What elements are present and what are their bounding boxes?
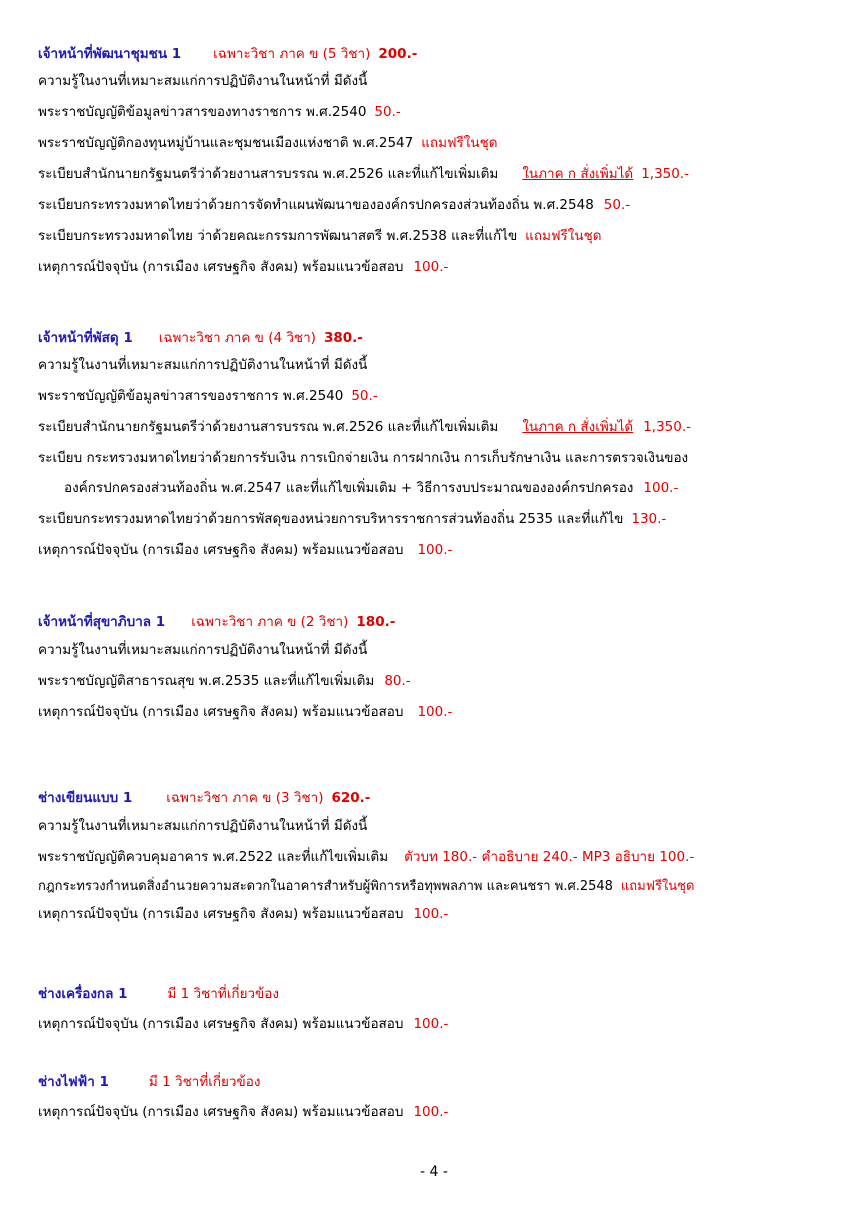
item-price: 100.- bbox=[417, 542, 453, 558]
subject-info: เฉพาะวิชา ภาค ข (2 วิชา) bbox=[191, 614, 349, 630]
list-item bbox=[38, 847, 848, 867]
section-title: ช่างเขียนแบบ 1 bbox=[38, 790, 133, 806]
list-item bbox=[38, 640, 848, 660]
item-text: ระเบียบสำนักนายกรัฐมนตรีว่าด้วยงานสารบรรณ พ.ศ.2526 และที่แก้ไขเพิ่มเติม bbox=[38, 419, 499, 435]
subject-info: มี 1 วิชาที่เกี่ยวข้อง bbox=[167, 986, 279, 1002]
section-title: เจ้าหน้าที่พัฒนาชุมชน 1 bbox=[38, 46, 182, 62]
list-item bbox=[38, 509, 848, 529]
list-item bbox=[38, 226, 848, 246]
section-title: เจ้าหน้าที่สุขาภิบาล 1 bbox=[38, 614, 166, 630]
item-text: ระเบียบ กระทรวงมหาดไทยว่าด้วยการรับเงิน การเบิกจ่ายเงิน การฝากเงิน การเก็บรักษาเงิน และการตรวจเงินของ bbox=[38, 450, 689, 466]
item-price: 100.- bbox=[413, 1104, 449, 1120]
list-item bbox=[38, 877, 848, 897]
item-text: องค์กรปกครองส่วนท้องถิ่น พ.ศ.2547 และที่แก้ไขเพิ่มเติม + วิธีการงบประมาณขององค์กรปกครอง bbox=[64, 480, 634, 496]
item-price: 100.- bbox=[413, 1016, 449, 1032]
item-text: ความรู้ในงานที่เหมาะสมแก่การปฏิบัติงานในหน้าที่ มีดังนี้ bbox=[38, 73, 368, 89]
item-price: 100.- bbox=[417, 704, 453, 720]
item-text: เหตุการณ์ปัจจุบัน (การเมือง เศรษฐกิจ สังคม) พร้อมแนวข้อสอบ bbox=[38, 906, 404, 922]
section-heading bbox=[38, 612, 848, 632]
item-text: พระราชบัญญัติสาธารณสุข พ.ศ.2535 และที่แก้ไขเพิ่มเติม bbox=[38, 673, 375, 689]
section-price: 380.- bbox=[323, 330, 363, 346]
order-note: ในภาค ก สั่งเพิ่มได้ bbox=[522, 166, 634, 182]
list-item bbox=[38, 540, 848, 560]
section-price: 180.- bbox=[356, 614, 396, 630]
item-price: 50.- bbox=[374, 104, 401, 120]
item-text: พระราชบัญญัติควบคุมอาคาร พ.ศ.2522 และที่แก้ไขเพิ่มเติม bbox=[38, 849, 389, 865]
item-text: กฎกระทรวงกำหนดสิ่งอำนวยความสะดวกในอาคารสำหรับผู้พิการหรือทุพพลภาพ และคนชรา พ.ศ.2548 bbox=[38, 879, 613, 894]
subject-info: เฉพาะวิชา ภาค ข (5 วิชา) bbox=[213, 46, 371, 62]
item-price: 1,350.- bbox=[643, 419, 692, 435]
item-price: แถมฟรีในชุด bbox=[421, 135, 498, 151]
section-heading bbox=[38, 984, 848, 1004]
list-item bbox=[38, 102, 848, 122]
subject-info: เฉพาะวิชา ภาค ข (3 วิชา) bbox=[166, 790, 324, 806]
item-text: เหตุการณ์ปัจจุบัน (การเมือง เศรษฐกิจ สังคม) พร้อมแนวข้อสอบ bbox=[38, 704, 404, 720]
section-heading bbox=[38, 44, 848, 64]
section-heading bbox=[38, 328, 848, 348]
list-item bbox=[38, 386, 848, 406]
section-title: ช่างไฟฟ้า 1 bbox=[38, 1074, 109, 1090]
item-price: 80.- bbox=[384, 673, 411, 689]
section-title: เจ้าหน้าที่พัสดุ 1 bbox=[38, 330, 133, 346]
list-item bbox=[38, 133, 848, 153]
item-price: 1,350.- bbox=[641, 166, 690, 182]
item-text: เหตุการณ์ปัจจุบัน (การเมือง เศรษฐกิจ สังคม) พร้อมแนวข้อสอบ bbox=[38, 259, 404, 275]
item-text: ระเบียบกระทรวงมหาดไทยว่าด้วยการพัสดุของหน่วยการบริหารราชการส่วนท้องถิ่น 2535 และที่แก้ไข bbox=[38, 511, 624, 527]
item-price: 100.- bbox=[643, 480, 679, 496]
item-text: ความรู้ในงานที่เหมาะสมแก่การปฏิบัติงานในหน้าที่ มีดังนี้ bbox=[38, 357, 368, 373]
list-item bbox=[38, 702, 848, 722]
item-text: ความรู้ในงานที่เหมาะสมแก่การปฏิบัติงานในหน้าที่ มีดังนี้ bbox=[38, 818, 368, 834]
item-price: แถมฟรีในชุด bbox=[620, 879, 695, 894]
list-item bbox=[38, 1102, 848, 1122]
list-item bbox=[38, 671, 848, 691]
item-text: ระเบียบกระทรวงมหาดไทย ว่าด้วยคณะกรรมการพัฒนาสตรี พ.ศ.2538 และที่แก้ไข bbox=[38, 228, 518, 244]
list-item bbox=[38, 71, 848, 91]
item-text: ระเบียบกระทรวงมหาดไทยว่าด้วยการจัดทำแผนพัฒนาขององค์กรปกครองส่วนท้องถิ่น พ.ศ.2548 bbox=[38, 197, 594, 213]
item-price: 100.- bbox=[413, 259, 449, 275]
item-text: เหตุการณ์ปัจจุบัน (การเมือง เศรษฐกิจ สังคม) พร้อมแนวข้อสอบ bbox=[38, 1104, 404, 1120]
item-text: ระเบียบสำนักนายกรัฐมนตรีว่าด้วยงานสารบรรณ พ.ศ.2526 และที่แก้ไขเพิ่มเติม bbox=[38, 166, 499, 182]
list-item bbox=[38, 355, 848, 375]
item-price: 50.- bbox=[603, 197, 631, 213]
list-item bbox=[38, 257, 848, 277]
item-price: 130.- bbox=[631, 511, 667, 527]
list-item bbox=[38, 417, 848, 437]
list-item bbox=[38, 195, 848, 215]
item-price: 100.- bbox=[413, 906, 449, 922]
list-item bbox=[38, 904, 848, 924]
item-text: ความรู้ในงานที่เหมาะสมแก่การปฏิบัติงานในหน้าที่ มีดังนี้ bbox=[38, 642, 368, 658]
page-number: - 4 - bbox=[420, 1164, 448, 1180]
subject-info: เฉพาะวิชา ภาค ข (4 วิชา) bbox=[158, 330, 316, 346]
item-price: แถมฟรีในชุด bbox=[525, 228, 602, 244]
order-note: ในภาค ก สั่งเพิ่มได้ bbox=[522, 419, 634, 435]
item-text: เหตุการณ์ปัจจุบัน (การเมือง เศรษฐกิจ สังคม) พร้อมแนวข้อสอบ bbox=[38, 542, 404, 558]
section-title: ช่างเครื่องกล 1 bbox=[38, 986, 128, 1002]
item-price: ตัวบท 180.- คำอธิบาย 240.- MP3 อธิบาย 100.- bbox=[404, 849, 695, 865]
item-text: เหตุการณ์ปัจจุบัน (การเมือง เศรษฐกิจ สังคม) พร้อมแนวข้อสอบ bbox=[38, 1016, 404, 1032]
section-price: 620.- bbox=[331, 790, 371, 806]
item-text: พระราชบัญญัติข้อมูลข่าวสารของราชการ พ.ศ.2540 bbox=[38, 388, 344, 404]
section-heading bbox=[38, 788, 848, 808]
item-text: พระราชบัญญัติกองทุนหมู่บ้านและชุมชนเมืองแห่งชาติ พ.ศ.2547 bbox=[38, 135, 414, 151]
list-item bbox=[38, 164, 848, 184]
subject-info: มี 1 วิชาที่เกี่ยวข้อง bbox=[148, 1074, 261, 1090]
list-item bbox=[64, 478, 848, 498]
item-price: 50.- bbox=[351, 388, 378, 404]
list-item bbox=[38, 1014, 848, 1034]
section-price: 200.- bbox=[378, 46, 418, 62]
list-item bbox=[38, 448, 848, 468]
list-item bbox=[38, 816, 848, 836]
item-text: พระราชบัญญัติข้อมูลข่าวสารของทางราชการ พ.ศ.2540 bbox=[38, 104, 367, 120]
section-heading bbox=[38, 1072, 848, 1092]
